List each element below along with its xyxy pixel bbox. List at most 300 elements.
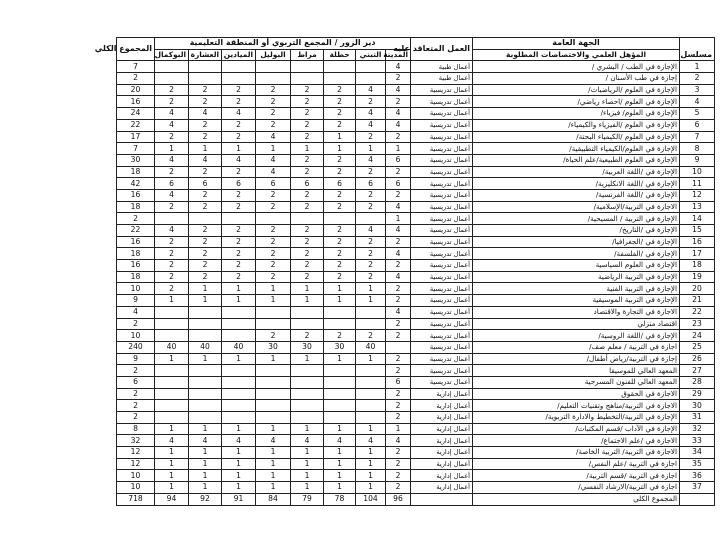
area-value-cell xyxy=(291,365,324,377)
serial-cell: 7 xyxy=(680,131,715,143)
serial-cell: 36 xyxy=(680,470,715,482)
serial-cell: 18 xyxy=(680,260,715,272)
area-value-cell xyxy=(155,400,189,412)
area-value-cell: 2 xyxy=(256,248,291,260)
area-value-cell: 1 xyxy=(189,283,222,295)
area-value-cell: 6 xyxy=(386,154,411,166)
total-cell: 22 xyxy=(117,225,155,237)
work-nature-cell: أعمال إدارية xyxy=(411,412,473,424)
qualification-cell: الاجازة في التربية/ التربية الخاصة/ xyxy=(473,447,680,459)
area-value-cell: 1 xyxy=(155,353,189,365)
area-value-cell: 2 xyxy=(386,73,411,85)
table-row xyxy=(117,189,715,201)
area-value-cell: 2 xyxy=(386,131,411,143)
serial-cell: 27 xyxy=(680,365,715,377)
col-header-entity: الجهة العامة xyxy=(473,38,680,50)
area-value-cell: 2 xyxy=(386,318,411,330)
area-value-cell: 2 xyxy=(291,84,324,96)
area-value-cell: 4 xyxy=(386,435,411,447)
serial-cell: 3 xyxy=(680,84,715,96)
area-value-cell xyxy=(222,318,256,330)
total-cell: 4 xyxy=(117,306,155,318)
area-value-cell xyxy=(324,365,356,377)
area-value-cell: 2 xyxy=(324,260,356,272)
work-nature-cell: أعمال تدريسية xyxy=(411,330,473,342)
area-value-cell: 2 xyxy=(291,236,324,248)
total-cell: 16 xyxy=(117,236,155,248)
area-value-cell: 4 xyxy=(256,154,291,166)
area-value-cell: 4 xyxy=(222,154,256,166)
area-value-cell: 2 xyxy=(155,283,189,295)
work-nature-cell: أعمال تدريسية xyxy=(411,306,473,318)
area-value-cell: 1 xyxy=(256,143,291,155)
area-value-cell: 4 xyxy=(356,435,386,447)
area-value-cell: 1 xyxy=(222,283,256,295)
area-value-cell: 2 xyxy=(222,225,256,237)
area-value-cell: 1 xyxy=(291,458,324,470)
qualification-cell: الإجازة في /اللغة الانكليزية/ xyxy=(473,178,680,190)
table-row xyxy=(117,154,715,166)
serial-cell: 8 xyxy=(680,143,715,155)
total-cell: 2 xyxy=(117,365,155,377)
total-cell: 17 xyxy=(117,131,155,143)
area-value-cell: 1 xyxy=(356,423,386,435)
area-value-cell: 2 xyxy=(356,236,386,248)
col-header-area: البوليل xyxy=(256,49,291,61)
serial-cell: 6 xyxy=(680,119,715,131)
area-value-cell: 2 xyxy=(291,96,324,108)
area-value-cell: 2 xyxy=(386,388,411,400)
area-value-cell: 40 xyxy=(189,341,222,353)
qualification-cell: اجازة في التربية /قسم التربية/ xyxy=(473,470,680,482)
table-row xyxy=(117,318,715,330)
area-value-cell xyxy=(291,73,324,85)
area-value-cell: 2 xyxy=(386,96,411,108)
area-value-cell: 1 xyxy=(291,143,324,155)
area-value-cell: 4 xyxy=(356,84,386,96)
area-value-cell: 1 xyxy=(155,470,189,482)
area-value-cell: 4 xyxy=(356,108,386,120)
qualification-cell: الإجازة في /التاريخ/ xyxy=(473,225,680,237)
area-value-cell: 2 xyxy=(189,248,222,260)
area-value-cell: 2 xyxy=(324,248,356,260)
total-cell: 10 xyxy=(117,330,155,342)
qualification-cell: اقتصاد منزلي xyxy=(473,318,680,330)
area-value-cell: 40 xyxy=(356,341,386,353)
area-value-cell: 4 xyxy=(189,435,222,447)
area-value-cell xyxy=(189,365,222,377)
area-value-cell xyxy=(356,376,386,388)
area-total-cell: 78 xyxy=(324,493,356,505)
area-value-cell: 1 xyxy=(356,295,386,307)
table-row xyxy=(117,482,715,494)
work-nature-cell: أعمال تدريسية xyxy=(411,143,473,155)
area-value-cell: 2 xyxy=(386,330,411,342)
work-nature-cell: أعمال تدريسية xyxy=(411,108,473,120)
qualification-cell: الإجازة في العلوم /الفيزياء والكيمياء/ xyxy=(473,119,680,131)
area-value-cell xyxy=(189,61,222,73)
area-value-cell xyxy=(324,213,356,225)
area-value-cell: 2 xyxy=(356,248,386,260)
work-nature-cell: أعمال تدريسية xyxy=(411,166,473,178)
area-value-cell: 4 xyxy=(324,435,356,447)
area-value-cell: 4 xyxy=(386,201,411,213)
area-value-cell: 6 xyxy=(356,178,386,190)
total-cell: 16 xyxy=(117,96,155,108)
area-value-cell: 1 xyxy=(291,447,324,459)
col-header-area: العشارة xyxy=(189,49,222,61)
area-value-cell: 1 xyxy=(222,353,256,365)
area-value-cell: 6 xyxy=(386,178,411,190)
area-value-cell: 4 xyxy=(386,108,411,120)
area-value-cell xyxy=(256,400,291,412)
area-value-cell: 1 xyxy=(155,143,189,155)
total-cell: 8 xyxy=(117,423,155,435)
area-value-cell: 2 xyxy=(189,260,222,272)
qualification-cell: الإجازة في التربية / المسيحية/ xyxy=(473,213,680,225)
area-value-cell: 6 xyxy=(324,178,356,190)
qualification-cell: الإجازة في /اللغة العربية/ xyxy=(473,166,680,178)
total-cell: 7 xyxy=(117,143,155,155)
area-value-cell: 2 xyxy=(386,295,411,307)
total-cell: 12 xyxy=(117,447,155,459)
area-value-cell xyxy=(155,213,189,225)
total-cell: 2 xyxy=(117,73,155,85)
area-value-cell: 1 xyxy=(324,470,356,482)
qualification-cell: الإجازة في /الفلسفة/ xyxy=(473,248,680,260)
total-cell: 20 xyxy=(117,84,155,96)
work-nature-cell: أعمال إدارية xyxy=(411,423,473,435)
area-value-cell: 1 xyxy=(189,447,222,459)
area-value-cell: 1 xyxy=(222,447,256,459)
area-value-cell: 1 xyxy=(155,482,189,494)
area-value-cell: 2 xyxy=(291,166,324,178)
area-value-cell: 4 xyxy=(386,61,411,73)
area-value-cell: 1 xyxy=(189,143,222,155)
total-cell: 24 xyxy=(117,108,155,120)
area-value-cell: 2 xyxy=(386,482,411,494)
area-value-cell xyxy=(291,306,324,318)
area-value-cell: 2 xyxy=(189,189,222,201)
area-value-cell xyxy=(256,318,291,330)
area-total-cell: 91 xyxy=(222,493,256,505)
area-total-cell: 96 xyxy=(386,493,411,505)
work-nature-cell: أعمال تدريسية xyxy=(411,201,473,213)
area-value-cell: 2 xyxy=(291,201,324,213)
area-value-cell: 2 xyxy=(324,225,356,237)
serial-cell: 14 xyxy=(680,213,715,225)
area-value-cell xyxy=(155,73,189,85)
area-value-cell xyxy=(155,61,189,73)
total-cell: 16 xyxy=(117,260,155,272)
table-row xyxy=(117,423,715,435)
work-nature-cell: أعمال تدريسية xyxy=(411,84,473,96)
area-value-cell: 2 xyxy=(386,166,411,178)
area-value-cell: 2 xyxy=(222,131,256,143)
area-value-cell xyxy=(356,400,386,412)
area-value-cell xyxy=(324,400,356,412)
area-value-cell: 2 xyxy=(386,353,411,365)
area-value-cell: 2 xyxy=(324,119,356,131)
totals-label: المجموع الكلي xyxy=(473,493,680,505)
area-value-cell: 1 xyxy=(155,423,189,435)
qualification-cell: الإجازة في /الجغرافيا/ xyxy=(473,236,680,248)
total-cell: 16 xyxy=(117,189,155,201)
serial-cell: 15 xyxy=(680,225,715,237)
area-value-cell xyxy=(256,213,291,225)
work-nature-cell: أعمال تدريسية xyxy=(411,236,473,248)
area-value-cell: 2 xyxy=(189,119,222,131)
total-cell: 18 xyxy=(117,271,155,283)
table-row xyxy=(117,143,715,155)
area-value-cell: 40 xyxy=(222,341,256,353)
work-nature-cell: أعمال تدريسية xyxy=(411,318,473,330)
work-nature-cell: أعمال طبية xyxy=(411,73,473,85)
work-nature-cell: أعمال تدريسية xyxy=(411,225,473,237)
table-row xyxy=(117,260,715,272)
area-value-cell: 2 xyxy=(155,84,189,96)
totals-row xyxy=(117,493,715,505)
table-row xyxy=(117,119,715,131)
area-value-cell: 30 xyxy=(324,341,356,353)
area-value-cell xyxy=(189,213,222,225)
area-value-cell: 2 xyxy=(256,84,291,96)
area-value-cell: 2 xyxy=(155,271,189,283)
serial-cell: 26 xyxy=(680,353,715,365)
work-nature-cell: أعمال تدريسية xyxy=(411,271,473,283)
area-value-cell: 1 xyxy=(386,143,411,155)
area-value-cell: 6 xyxy=(386,376,411,388)
area-value-cell: 2 xyxy=(222,189,256,201)
serial-cell: 12 xyxy=(680,189,715,201)
area-value-cell: 2 xyxy=(291,108,324,120)
area-value-cell: 2 xyxy=(291,330,324,342)
area-value-cell: 1 xyxy=(291,423,324,435)
area-value-cell xyxy=(189,400,222,412)
work-nature-cell: أعمال إدارية xyxy=(411,482,473,494)
area-value-cell xyxy=(386,341,411,353)
area-value-cell: 2 xyxy=(386,260,411,272)
area-value-cell: 2 xyxy=(256,225,291,237)
area-value-cell: 1 xyxy=(356,283,386,295)
area-value-cell: 1 xyxy=(189,295,222,307)
area-value-cell: 2 xyxy=(291,260,324,272)
area-value-cell: 1 xyxy=(324,131,356,143)
area-value-cell: 2 xyxy=(291,248,324,260)
area-value-cell xyxy=(324,73,356,85)
area-value-cell: 4 xyxy=(155,119,189,131)
area-value-cell: 1 xyxy=(256,353,291,365)
area-value-cell: 2 xyxy=(356,271,386,283)
table-row xyxy=(117,283,715,295)
area-value-cell xyxy=(256,365,291,377)
area-value-cell: 2 xyxy=(291,271,324,283)
area-value-cell xyxy=(222,376,256,388)
col-header-qualification: المؤهل العلمي والاختصاصات المطلوبة xyxy=(473,49,680,61)
area-value-cell: 6 xyxy=(256,178,291,190)
serial-cell: 21 xyxy=(680,295,715,307)
total-cell: 18 xyxy=(117,248,155,260)
serial-cell: 28 xyxy=(680,376,715,388)
area-value-cell: 2 xyxy=(324,166,356,178)
area-value-cell: 4 xyxy=(189,108,222,120)
area-value-cell xyxy=(356,365,386,377)
qualification-cell: الإجازة في /اللغة الفرنسية/ xyxy=(473,189,680,201)
table-row xyxy=(117,447,715,459)
area-value-cell: 30 xyxy=(291,341,324,353)
area-value-cell xyxy=(155,318,189,330)
area-value-cell: 2 xyxy=(222,236,256,248)
area-value-cell: 4 xyxy=(291,435,324,447)
serial-cell: 10 xyxy=(680,166,715,178)
work-nature-cell xyxy=(411,493,473,505)
serial-cell: 5 xyxy=(680,108,715,120)
area-value-cell: 2 xyxy=(386,189,411,201)
area-value-cell: 1 xyxy=(222,482,256,494)
work-nature-cell: أعمال تدريسية xyxy=(411,295,473,307)
area-value-cell xyxy=(222,412,256,424)
area-value-cell: 1 xyxy=(189,458,222,470)
area-value-cell: 4 xyxy=(222,108,256,120)
area-value-cell xyxy=(189,412,222,424)
area-value-cell xyxy=(222,61,256,73)
col-header-total: المجموع الكلي xyxy=(117,38,155,61)
area-value-cell: 2 xyxy=(222,201,256,213)
area-value-cell: 2 xyxy=(256,236,291,248)
area-value-cell: 2 xyxy=(356,201,386,213)
area-value-cell: 1 xyxy=(324,458,356,470)
area-value-cell: 2 xyxy=(189,236,222,248)
area-value-cell: 1 xyxy=(291,353,324,365)
area-value-cell: 6 xyxy=(189,178,222,190)
qualification-cell: الإجازة في العلوم الطبيعية/علم الحياة/ xyxy=(473,154,680,166)
area-value-cell: 2 xyxy=(189,201,222,213)
area-value-cell xyxy=(222,330,256,342)
area-value-cell xyxy=(189,388,222,400)
table-row xyxy=(117,73,715,85)
area-value-cell: 1 xyxy=(386,213,411,225)
area-total-cell: 94 xyxy=(155,493,189,505)
table-row xyxy=(117,61,715,73)
area-value-cell: 4 xyxy=(155,189,189,201)
area-value-cell: 2 xyxy=(256,201,291,213)
area-value-cell: 1 xyxy=(356,447,386,459)
area-value-cell: 2 xyxy=(222,84,256,96)
total-cell: 2 xyxy=(117,412,155,424)
area-value-cell xyxy=(356,213,386,225)
table-row xyxy=(117,458,715,470)
work-nature-cell: أعمال تدريسية xyxy=(411,96,473,108)
qualification-cell: الإجازة في العلوم /احصاء رياضي/ xyxy=(473,96,680,108)
area-value-cell: 2 xyxy=(324,154,356,166)
serial-cell: 16 xyxy=(680,236,715,248)
qualification-cell: الإجازة في الطب / البشري / xyxy=(473,61,680,73)
area-value-cell xyxy=(155,330,189,342)
area-value-cell xyxy=(291,318,324,330)
area-value-cell: 4 xyxy=(356,119,386,131)
area-value-cell: 1 xyxy=(256,482,291,494)
area-value-cell xyxy=(256,412,291,424)
work-nature-cell: أعمال إدارية xyxy=(411,458,473,470)
total-cell: 32 xyxy=(117,435,155,447)
area-value-cell: 6 xyxy=(291,178,324,190)
area-value-cell: 1 xyxy=(356,353,386,365)
area-value-cell xyxy=(222,365,256,377)
total-cell: 12 xyxy=(117,458,155,470)
area-value-cell: 2 xyxy=(386,283,411,295)
area-value-cell: 2 xyxy=(256,119,291,131)
area-value-cell: 1 xyxy=(155,458,189,470)
area-value-cell: 1 xyxy=(256,423,291,435)
table-row xyxy=(117,341,715,353)
area-value-cell: 1 xyxy=(222,423,256,435)
area-value-cell: 1 xyxy=(256,295,291,307)
qualification-cell: الإجازة في العلوم /الرياضيات/ xyxy=(473,84,680,96)
area-value-cell: 2 xyxy=(189,166,222,178)
area-value-cell: 4 xyxy=(256,131,291,143)
total-cell: 10 xyxy=(117,470,155,482)
area-value-cell xyxy=(324,318,356,330)
area-value-cell xyxy=(356,61,386,73)
area-value-cell: 2 xyxy=(291,131,324,143)
area-value-cell: 1 xyxy=(256,470,291,482)
total-cell: 9 xyxy=(117,295,155,307)
serial-cell: 4 xyxy=(680,96,715,108)
area-value-cell: 2 xyxy=(291,225,324,237)
qualification-cell: الإجازة في العلوم/ فيزياء/ xyxy=(473,108,680,120)
qualification-cell: اجازة في التربية / معلم صف/ xyxy=(473,341,680,353)
area-value-cell: 4 xyxy=(256,166,291,178)
area-value-cell: 4 xyxy=(386,84,411,96)
qualification-cell: المعهد العالي للفنون المسرحية xyxy=(473,376,680,388)
area-value-cell: 4 xyxy=(155,154,189,166)
total-cell: 22 xyxy=(117,119,155,131)
area-value-cell: 4 xyxy=(155,225,189,237)
qualification-cell: اجازة في التربية /علم النفس/ xyxy=(473,458,680,470)
total-cell: 2 xyxy=(117,213,155,225)
area-total-cell: 92 xyxy=(189,493,222,505)
col-header-work-nature: العمل المتعاقد عليه xyxy=(411,38,473,61)
area-value-cell: 2 xyxy=(386,447,411,459)
serial-cell: 23 xyxy=(680,318,715,330)
area-value-cell xyxy=(256,61,291,73)
area-value-cell: 2 xyxy=(324,201,356,213)
area-value-cell xyxy=(189,376,222,388)
total-cell: 7 xyxy=(117,61,155,73)
table-row xyxy=(117,353,715,365)
area-value-cell xyxy=(356,412,386,424)
serial-cell xyxy=(680,493,715,505)
total-cell: 240 xyxy=(117,341,155,353)
qualification-cell: إجازة في طب الأسنان / xyxy=(473,73,680,85)
serial-cell: 13 xyxy=(680,201,715,213)
total-cell: 18 xyxy=(117,166,155,178)
area-value-cell xyxy=(222,73,256,85)
area-value-cell: 2 xyxy=(324,330,356,342)
area-value-cell xyxy=(256,388,291,400)
area-value-cell: 2 xyxy=(386,458,411,470)
area-value-cell: 2 xyxy=(222,260,256,272)
area-value-cell: 2 xyxy=(356,96,386,108)
work-nature-cell: أعمال إدارية xyxy=(411,400,473,412)
serial-cell: 17 xyxy=(680,248,715,260)
area-value-cell xyxy=(155,412,189,424)
area-value-cell: 1 xyxy=(324,295,356,307)
area-value-cell: 2 xyxy=(155,248,189,260)
area-value-cell: 2 xyxy=(324,108,356,120)
area-total-cell: 84 xyxy=(256,493,291,505)
total-cell: 2 xyxy=(117,388,155,400)
